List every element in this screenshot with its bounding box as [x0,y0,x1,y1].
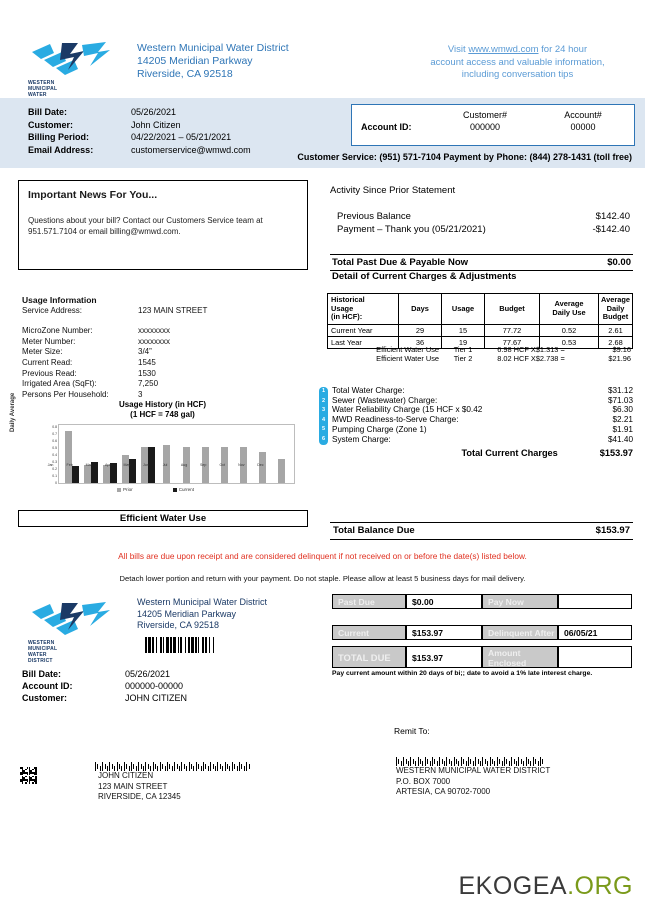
chart-bar-prior [84,465,91,483]
total-past-due-label: Total Past Due & Payable Now [332,257,469,268]
stub-info-list [22,668,187,704]
legend-item-prior [117,487,133,492]
total-due-row [332,646,632,668]
customer-value: John Citizen [131,119,181,130]
chart-bar-group [119,427,138,483]
usage-info-row [22,347,207,358]
tier-amount: $9.16 [612,345,631,354]
chart-x-tick: Feb [66,463,73,467]
chart-bar-group [157,427,176,483]
hdr-line: (in HCF): [331,312,363,322]
chart-title: Usage History (in HCF) [118,400,207,409]
column-header-budget: Budget [485,294,540,325]
chart-bar-group [196,427,215,483]
persons-per-household-value: 3 [138,389,143,399]
table-header-row [328,294,633,325]
payment-label: Payment – Thank you (05/21/2021) [337,224,486,235]
customer-number-value: 000000 [469,122,501,132]
chart-x-tick: Oct [219,463,226,467]
meter-number-label: Meter Number: [22,336,76,346]
customer-label: Customer: [28,119,74,130]
charge-label: Sewer (Wastewater) Charge: [332,395,438,405]
chart-legend [38,487,273,492]
tier-amount: $21.96 [608,354,631,364]
chart-x-tick: May [123,463,131,467]
chart-x-tick: Aug [180,463,188,467]
account-number-value: 00000 [570,122,596,132]
qr-code [20,767,37,784]
service-address-value: 123 MAIN STREET [138,305,208,315]
stub-barcode [145,637,216,653]
payment-amount: -$142.40 [592,224,630,235]
irrigated-area-label: Irrigated Area (SqFt): [22,379,97,389]
charge-row [332,425,633,435]
usage-information-title: Usage Information [22,295,97,305]
past-due-row [332,594,632,609]
stub-info-row [22,692,187,704]
stub-info-row [22,680,187,692]
charge-amount: $6.30 [612,405,633,415]
stub-company-citystate: Riverside, CA 92518 [137,620,220,630]
chart-bar-prior [122,455,129,483]
total-past-due-amount: $0.00 [607,257,631,268]
chart-x-tick: Sep [199,463,207,467]
usage-info-spacer [22,316,207,326]
current-read-value: 1545 [138,357,156,367]
irrigated-area-value: 7,250 [138,379,159,389]
chart-y-tick: 0.7 [52,432,57,436]
legend-label-prior: Prior [122,487,133,492]
stub-company-name: Western Municipal Water District [137,597,268,607]
usage-info-row [22,379,207,390]
chart-plot-area [52,424,295,485]
remit-pobox: P.O. BOX 7000 [396,776,451,786]
remit-citystate: ARTESIA, CA 90702-7000 [396,787,491,797]
tier-row [327,354,633,363]
charge-number: 4 [321,416,326,423]
chart-bar-group [62,427,81,483]
stub-account-id-label: Account ID: [22,681,73,691]
past-due-value: $0.00 [406,594,482,609]
visit-website-notice [400,44,635,82]
wmwd-website-link[interactable]: www.wmwd.com [468,44,539,55]
chart-bar-current [72,466,79,484]
customer-number-group [440,109,530,133]
chart-y-axis-label: Daily Average [10,392,16,432]
bill-date-value: 05/26/2021 [131,107,177,117]
pay-now-label: Pay Now [482,594,558,609]
stub-company-address [137,597,267,632]
charge-number: 3 [321,407,326,414]
cell-avg-daily-use: 0.52 [540,324,599,336]
chart-title-block [20,400,305,420]
chart-subtitle: (1 HCF = 748 gal) [130,410,195,419]
charge-label: Water Reliability Charge (15 HCF x $0.42 [332,405,483,415]
previous-read-label: Previous Read: [22,368,77,378]
charge-number: 6 [321,435,326,442]
charge-row [332,435,633,445]
total-current-charges-amount: $153.97 [599,448,633,459]
usage-info-row [22,369,207,380]
historical-usage-table [327,293,633,349]
charge-amount: $1.91 [612,424,633,434]
hdr-line: Average [601,295,630,304]
usage-info-row [22,358,207,369]
column-header-historical-usage [328,294,399,325]
efficient-water-use-box: Efficient Water Use [18,510,308,527]
billing-period-value: 04/22/2021 – 05/21/2021 [131,132,232,142]
microzone-value: xxxxxxxx [138,326,170,336]
stub-logo [28,600,112,664]
important-news-title: Important News For You... [28,189,158,201]
microzone-label: MicroZone Number: [22,326,93,336]
important-news-box [18,180,308,270]
previous-balance-amount: $142.40 [595,211,630,222]
payment-note: Pay current amount within 20 days of bi;; date to avoid a 1% late interest charge. [332,670,593,677]
total-due-value: $153.97 [406,646,482,668]
hdr-line: Daily Use [552,307,586,317]
email-address-value: customerservice@wmwd.com [131,144,251,155]
account-number-label: Account# [564,110,602,120]
delinquent-after-value: 06/05/21 [558,625,632,640]
customer-street: 123 MAIN STREET [98,781,168,791]
bill-info-row [28,106,251,119]
visit-line-3: including conversation tips [461,69,574,80]
bill-date-label: Bill Date: [28,107,68,117]
logo-mark-icon [28,40,112,80]
meter-size-label: Meter Size: [22,347,63,357]
chart-y-tick: 0.6 [52,439,57,443]
chart-bar-prior [65,431,72,483]
chart-bar-prior [278,459,285,483]
cell-avg-daily-budget: 2.61 [599,324,633,336]
usage-history-chart [20,400,305,485]
customer-mailing-address [98,771,181,803]
remit-company: WESTERN MUNICIPAL WATER DISTRICT [396,766,551,775]
bill-info-row [28,131,251,144]
chart-bar-prior [259,452,266,484]
chart-bar-group [100,427,119,483]
persons-per-household-label: Persons Per Household: [22,389,109,399]
usage-info-row [22,390,207,401]
detach-instructions: Detach lower portion and return with your payment. Do not staple. Please allow at least 5 business days for mail delivery. [119,574,526,583]
cell-days: 29 [399,324,442,336]
total-current-charges-row [332,449,633,459]
customer-name: JOHN CITIZEN [98,771,154,780]
bill-info-row [28,119,251,132]
column-header-days: Days [399,294,442,325]
ekogea-tld: .ORG [567,872,633,900]
wmwd-logo [28,40,112,104]
pay-now-input[interactable] [558,594,632,609]
important-news-body: Questions about your bill? Contact our Customers Service team at 951.571.7104 or email billing@wmwd.com. [28,216,263,236]
delinquent-after-label: Delinquent After [482,625,558,640]
company-citystate: Riverside, CA 92518 [137,68,233,80]
amount-enclosed-input[interactable] [558,646,632,668]
stub-account-id-value: 000000-00000 [125,681,184,691]
customer-service-line: Customer Service: (951) 571-7104 Payment by Phone: (844) 278-1431 (toll free) [297,152,632,162]
total-balance-due-row [330,522,633,540]
hdr-line: Average [554,299,584,309]
total-current-charges-label: Total Current Charges [461,448,558,459]
chart-x-tick: Jan [47,463,54,467]
cell-days: 36 [399,336,442,348]
column-header-avg-daily-use [540,294,599,325]
chart-y-tick: 0.3 [52,460,57,464]
detail-charges-header: Detail of Current Charges & Adjustments [332,271,517,282]
charge-row [332,386,633,396]
company-address [137,42,289,81]
visit-prefix: Visit [447,44,469,55]
chart-bar-group [234,427,253,483]
charge-row [332,415,633,425]
ekogea-watermark [0,872,633,901]
chart-x-tick: Apr [104,463,111,467]
remit-to-label: Remit To: [394,726,430,736]
chart-x-axis-labels [41,463,270,467]
hdr-line: Usage [331,303,354,313]
charge-label: Pumping Charge (Zone 1) [332,424,427,434]
tier-name: Tier 2 [453,354,473,364]
account-number-group [538,109,628,133]
email-address-label: Email Address: [28,144,94,155]
column-header-usage: Usage [442,294,485,325]
charge-row [332,405,633,415]
stub-info-row [22,668,187,680]
customer-number-label: Customer# [462,110,507,120]
ekogea-brand: EKOGEA [458,872,568,900]
total-balance-due-amount: $153.97 [595,525,630,536]
charge-number-strip [319,387,328,445]
logo-wordmark [28,640,112,664]
logo-mark-icon [28,600,112,640]
activity-section-title: Activity Since Prior Statement [330,185,456,196]
past-due-label: Past Due [332,594,406,609]
bill-header [0,0,645,98]
chart-bar-group [138,427,157,483]
previous-balance-label: Previous Balance [337,211,411,222]
cell-avg-daily-budget: 2.68 [599,336,633,348]
amount-enclosed-label: Amount Enclosed [482,646,558,668]
stub-customer-value: JOHN CITIZEN [125,693,187,703]
usage-info-row [22,326,207,337]
charge-number: 1 [321,388,326,394]
legend-swatch-current [173,488,177,492]
chart-x-tick: Jul [162,463,168,467]
account-id-label: Account ID: [361,122,412,132]
visit-suffix: for 24 hour [538,44,588,55]
chart-bar-group [272,427,291,483]
company-name: Western Municipal Water District [137,42,289,54]
tier-calculation: 6.98 HCF X$1.313 = [497,345,565,354]
chart-y-tick: 0.8 [52,425,57,429]
delinquency-notice: All bills are due upon receipt and are considered delinquent if not received on or before the date(s) listed below. [118,551,527,561]
chart-x-tick: Jun [143,463,149,467]
cell-usage: 19 [442,336,485,348]
chart-bar-group [215,427,234,483]
charge-row [332,396,633,406]
logo-word-2: MUNICIPAL [28,86,58,92]
hdr-line: Historical [331,295,365,304]
cell-usage: 15 [442,324,485,336]
charge-amount: $71.03 [607,395,633,405]
chart-bar-prior [103,465,110,483]
total-due-label: TOTAL DUE [332,646,406,668]
row-label-last-year: Last Year [328,336,399,348]
cell-avg-daily-use: 0.53 [540,336,599,348]
visit-line-1 [400,44,635,57]
logo-word-3: WATER [28,652,47,658]
current-charges-list [332,386,633,459]
stub-bill-date-label: Bill Date: [22,669,62,679]
current-row [332,625,632,640]
account-id-box [351,104,635,146]
chart-y-tick: 0.2 [52,467,57,471]
tier-label: Efficient Water Use [376,354,439,364]
meter-size-value: 3/4” [138,347,152,357]
chart-y-tick: 0.5 [52,446,57,450]
usage-information-block [22,295,207,400]
charge-amount: $2.21 [612,415,633,425]
current-label: Current [332,625,406,640]
customer-citystate: RIVERSIDE, CA 12345 [98,792,181,802]
stub-customer-label: Customer: [22,693,68,703]
efficient-water-use-tiers [327,345,633,364]
stub-bill-date-value: 05/26/2021 [125,669,171,679]
usage-info-row [22,337,207,348]
hdr-line: Daily [606,303,625,313]
tier-row [327,345,633,354]
chart-bar-group [81,427,100,483]
hdr-line: Budget [602,312,629,322]
charge-number: 2 [321,397,326,404]
company-street: 14205 Meridian Parkway [137,55,253,67]
tier-name: Tier 1 [453,345,473,354]
meter-number-value: xxxxxxxx [138,336,170,346]
chart-x-tick: Dec [257,463,264,467]
logo-word-4: DISTRICT [28,658,53,664]
charge-label: System Charge: [332,434,391,444]
total-past-due-row [330,254,633,271]
chart-x-tick: Mar [85,463,92,467]
charge-amount: $41.40 [607,434,633,444]
chart-y-tick: 0.1 [52,474,57,478]
chart-x-tick: Nov [238,463,245,467]
tier-label: Efficient Water Use [376,345,439,354]
service-address-label: Service Address: [22,305,83,315]
cell-budget: 77.72 [485,324,540,336]
legend-label-current: Current [178,487,195,492]
visit-line-2: account access and valuable information, [430,56,605,68]
column-header-avg-daily-budget [599,294,633,325]
usage-info-row [22,306,207,317]
charge-number: 5 [321,426,326,433]
cell-budget: 77.67 [485,336,540,348]
logo-word-1: WESTERN [28,640,55,646]
logo-word-3: WATER [28,92,47,98]
stub-company-street: 14205 Meridian Parkway [137,608,237,619]
total-balance-due-label: Total Balance Due [333,525,415,536]
previous-read-value: 1530 [138,368,156,378]
logo-word-1: WESTERN [28,80,55,86]
remit-to-address [396,766,550,798]
legend-item-current [173,487,194,492]
chart-y-tick: 0.4 [52,453,57,457]
legend-swatch-prior [117,488,121,492]
charge-amount: $31.12 [607,386,633,395]
charge-label: Total Water Charge: [332,386,405,395]
current-read-label: Current Read: [22,357,73,367]
current-value: $153.97 [406,625,482,640]
chart-bar-group [176,427,195,483]
chart-bar-group [253,427,272,483]
chart-bars [62,427,291,483]
table-row [328,324,633,336]
logo-word-2: MUNICIPAL [28,646,58,652]
row-label-current-year: Current Year [328,324,399,336]
billing-period-label: Billing Period: [28,132,90,142]
tier-calculation: 8.02 HCF X$2.738 = [497,354,565,364]
charge-label: MWD Readiness-to-Serve Charge: [332,415,459,425]
chart-y-tick: 0 [55,481,57,485]
bill-info-list [28,106,251,156]
